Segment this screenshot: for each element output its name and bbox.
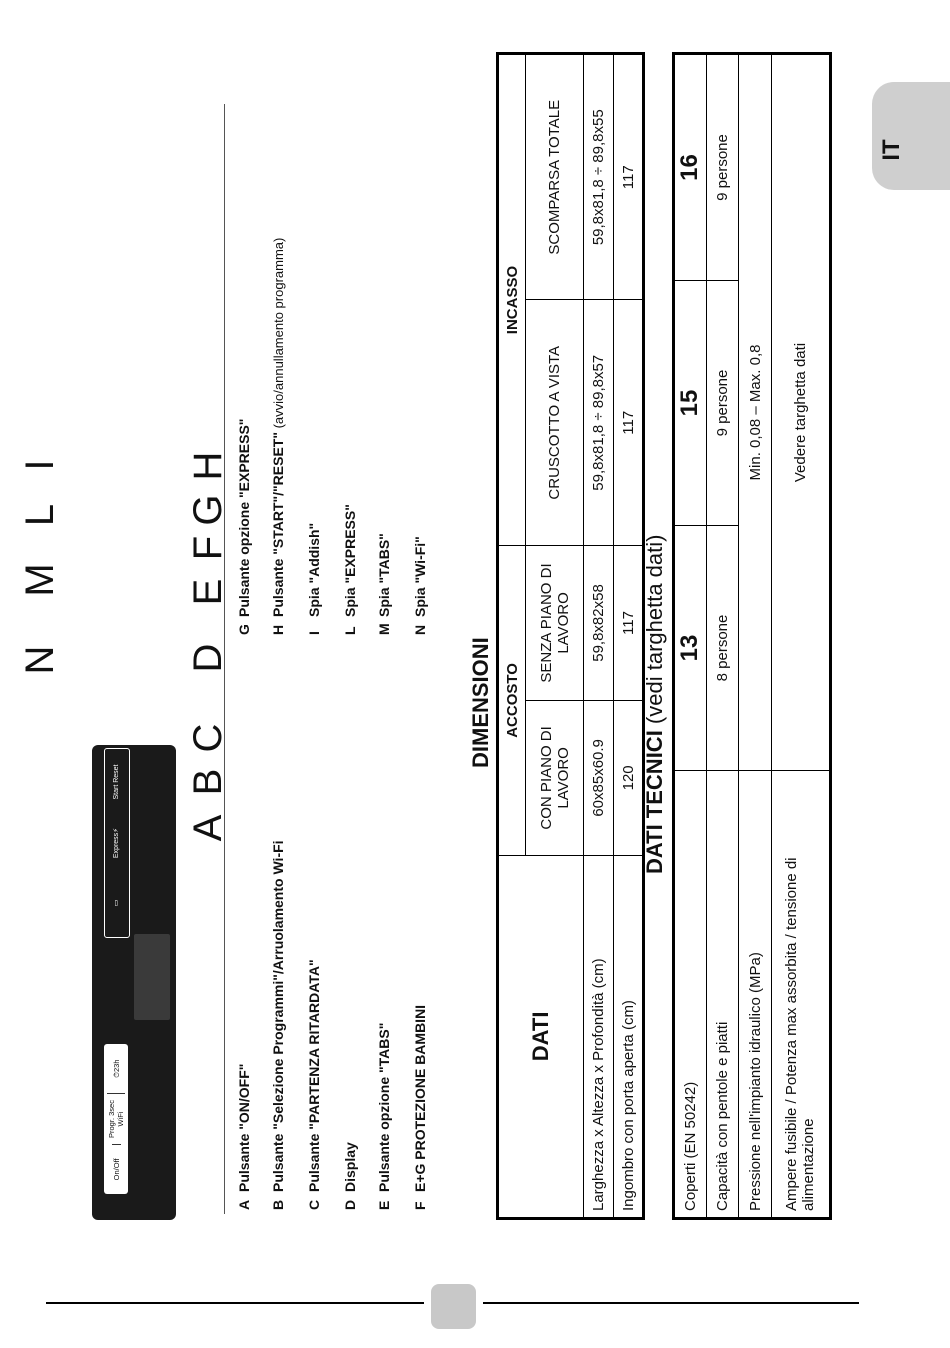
callout-letter-d: D xyxy=(186,643,230,673)
dati-tecnici-title: DATI TECNICI (vedi targhetta dati) xyxy=(642,534,667,874)
control-panel xyxy=(92,745,176,1220)
dati-header: DATI xyxy=(498,855,584,1218)
callout-letter-l: L xyxy=(18,503,62,527)
express-button: Express⚡ xyxy=(113,827,120,859)
callout-letter-g: G xyxy=(186,494,230,526)
on-off-button: On/Off xyxy=(112,1144,121,1194)
legend-item-b: BPulsante "Selezione Programmi"/Arruolamento Wi-Fi xyxy=(270,840,286,1210)
legend-item-c: CPulsante "PARTENZA RITARDATA" xyxy=(306,959,322,1210)
rotated-content xyxy=(18,52,818,1220)
table-row: Pressione nell'impianto idraulico (MPa) Min. 0,08 – Max. 0,8 xyxy=(739,54,772,1219)
legend-item-n: NSpia "Wi-Fi" xyxy=(412,536,428,635)
callout-letter-b: B xyxy=(186,768,230,796)
table-row: Ampere fusibile / Potenza max assorbita / tensione di alimentazione Vedere targhetta dati xyxy=(771,54,830,1219)
callout-letter-c: C xyxy=(186,723,230,753)
callout-letter-f: F xyxy=(186,535,230,561)
footer-line-left xyxy=(46,1302,424,1304)
button-strip xyxy=(104,1044,128,1194)
legend-item-i: ISpia "Addish" xyxy=(306,522,322,635)
incasso-header: INCASSO xyxy=(498,54,526,546)
callout-letter-a: A xyxy=(186,814,230,842)
page-number-badge xyxy=(431,1284,476,1329)
legend-item-e: EPulsante opzione "TABS" xyxy=(376,1022,392,1210)
callout-letter-n: N xyxy=(18,645,62,675)
delay-button: ⏱23h xyxy=(111,1059,121,1078)
start-reset-button: Start Reset xyxy=(113,764,120,800)
dimensioni-title: DIMENSIONI xyxy=(468,637,493,768)
callout-letter-i: I xyxy=(18,459,62,471)
display xyxy=(134,934,170,1020)
callout-letter-e: E xyxy=(186,578,230,606)
legend-item-m: MSpia "TABS" xyxy=(376,533,392,635)
table-row: Capacità con pentole e piatti 8 persone 9 persone 9 persone xyxy=(706,54,739,1219)
option-strip xyxy=(104,748,130,938)
legend-item-h: HPulsante "START"/"RESET" (avvio/annullamento programma) xyxy=(270,237,286,635)
tabs-button: ▭ xyxy=(113,899,120,907)
program-button: Progr. 3sec WiFi xyxy=(107,1093,125,1143)
legend-item-d: DDisplay xyxy=(342,1142,358,1210)
table-row: Ingombro con porta aperta (cm) 120 117 117 117 xyxy=(614,54,644,1219)
callout-letter-m: M xyxy=(18,563,62,597)
footer-line-right xyxy=(483,1302,859,1304)
legend-item-f: FE+G PROTEZIONE BAMBINI xyxy=(412,1004,428,1210)
col-con-piano: CON PIANO DI LAVORO xyxy=(526,700,584,855)
accosto-header: ACCOSTO xyxy=(498,546,526,856)
table-row: Coperti (EN 50242) 13 15 16 xyxy=(674,54,707,1219)
dati-tecnici-table xyxy=(672,52,832,1220)
legend-item-g: GPulsante opzione "EXPRESS" xyxy=(236,418,252,635)
legend-item-a: APulsante "ON/OFF" xyxy=(236,1063,252,1210)
col-scomparsa: SCOMPARSA TOTALE xyxy=(526,54,584,301)
legend-item-l: LSpia "EXPRESS" xyxy=(342,504,358,635)
col-cruscotto: CRUSCOTTO A VISTA xyxy=(526,300,584,546)
table-row: Larghezza x Altezza x Profondità (cm) 60x85x60.9 59,8x82x58 59,8x81,8 ÷ 89,8x57 59,8x81,8 ÷ 89,8x55 xyxy=(584,54,614,1219)
dimensioni-table xyxy=(496,52,645,1220)
callout-letter-h: H xyxy=(186,451,230,481)
col-senza-piano: SENZA PIANO DI LAVORO xyxy=(526,546,584,701)
language-label: IT xyxy=(878,139,905,161)
